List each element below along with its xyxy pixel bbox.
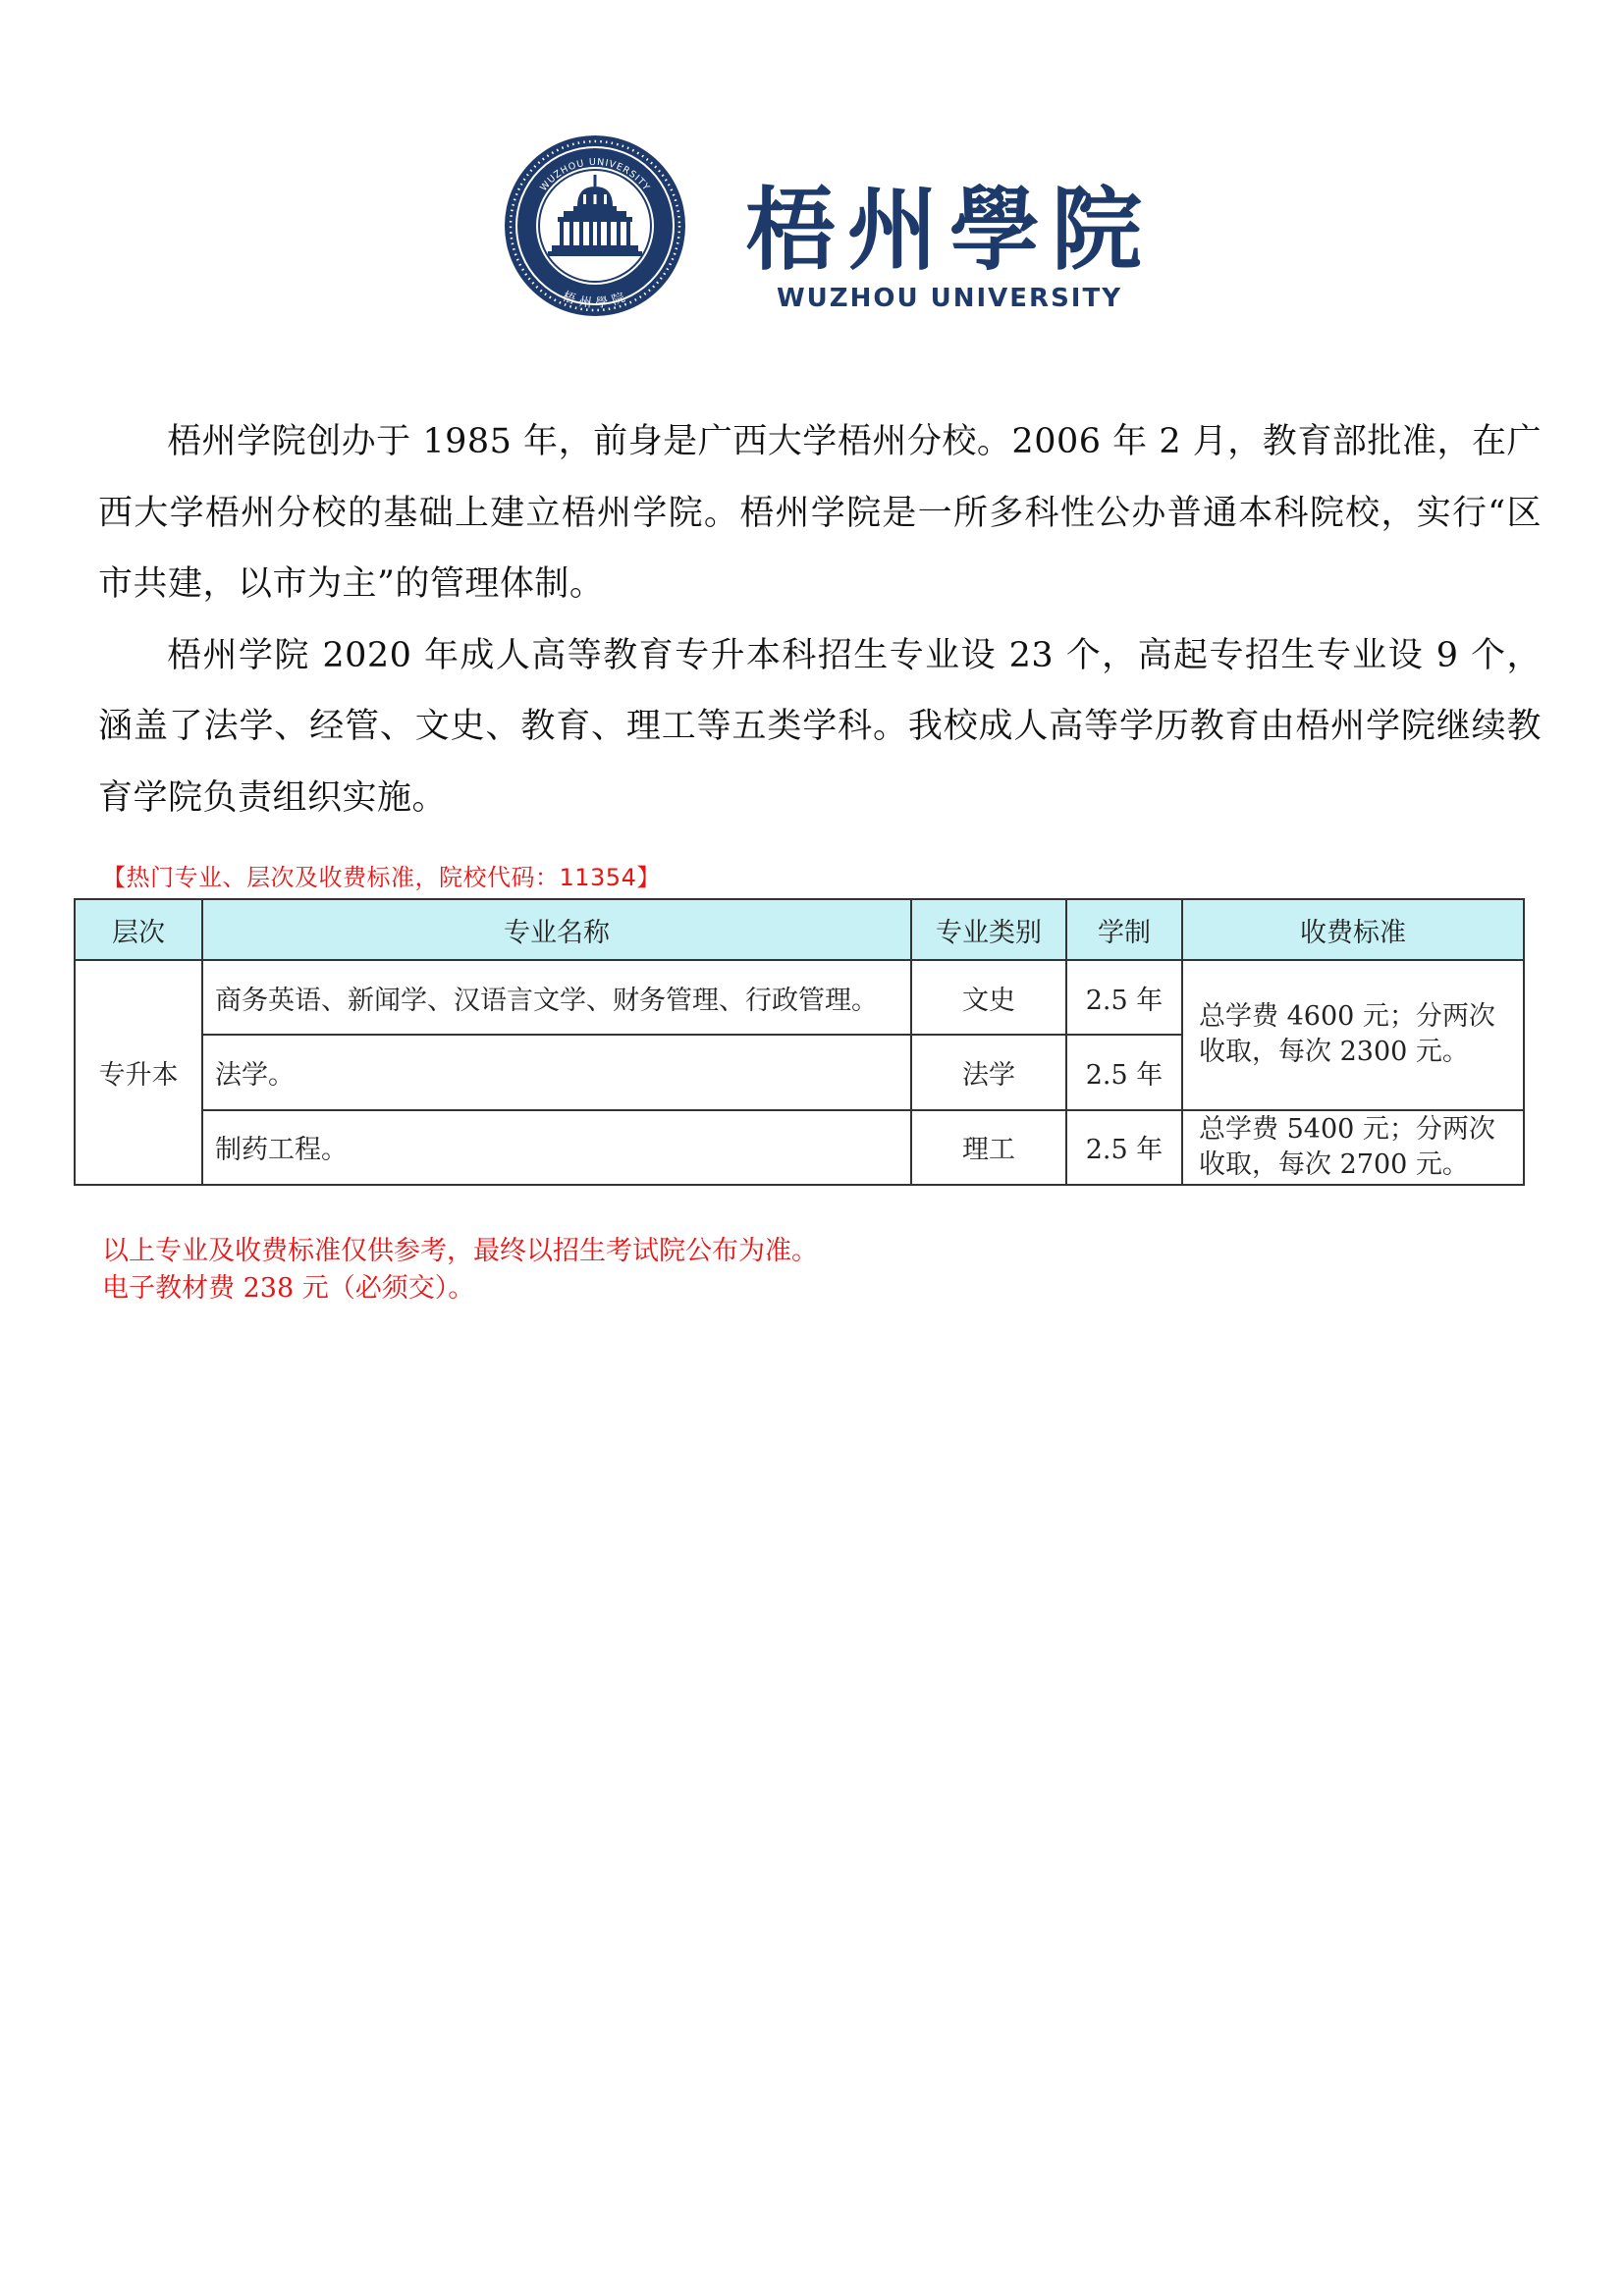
fee-cell: 总学费 5400 元；分两次收取，每次 2700 元。	[1182, 1110, 1524, 1185]
university-seal-logo	[501, 132, 689, 320]
duration-cell: 2.5 年	[1066, 1110, 1182, 1185]
fee-table	[74, 898, 1525, 1186]
category-cell: 法学	[911, 1035, 1066, 1109]
header-duration: 学制	[1066, 899, 1182, 960]
duration-cell: 2.5 年	[1066, 960, 1182, 1035]
table-row	[75, 960, 1524, 1035]
table-caption: 【热门专业、层次及收费标准，院校代码：11354】	[102, 864, 661, 891]
footnotes	[102, 1233, 818, 1308]
intro-paragraph-2: 梧州学院 2020 年成人高等教育专升本科招生专业设 23 个，高起专招生专业设 9 个，涵盖了法学、经管、文史、教育、理工等五类学科。我校成人高等学历教育由梧州学院继续教育学院负责组织实施。	[98, 635, 1542, 818]
intro-text	[98, 406, 1542, 833]
seal-ring-top-text: WUZHOU UNIVERSITY	[538, 156, 652, 194]
header-level: 层次	[75, 899, 202, 960]
major-cell: 商务英语、新闻学、汉语言文学、财务管理、行政管理。	[202, 960, 911, 1035]
major-cell: 法学。	[202, 1035, 911, 1109]
duration-cell: 2.5 年	[1066, 1035, 1182, 1109]
wordmark-english: WUZHOU UNIVERSITY	[776, 284, 1123, 313]
footnote-textbook-fee: 电子教材费 238 元（必须交）。	[102, 1273, 475, 1304]
level-cell: 专升本	[75, 960, 202, 1185]
intro-paragraph-1: 梧州学院创办于 1985 年，前身是广西大学梧州分校。2006 年 2 月，教育部批准，在广西大学梧州分校的基础上建立梧州学院。梧州学院是一所多科性公办普通本科院校，实行“区市共建，以市为主”的管理体制。	[98, 422, 1542, 604]
university-wordmark	[719, 171, 1180, 318]
university-header	[501, 132, 1188, 328]
seal-ring-bottom-text: 梧州學院	[560, 289, 630, 312]
category-cell: 文史	[911, 960, 1066, 1035]
header-category: 专业类别	[911, 899, 1066, 960]
fee-cell: 总学费 4600 元；分两次收取，每次 2300 元。	[1182, 960, 1524, 1110]
major-cell: 制药工程。	[202, 1110, 911, 1185]
category-cell: 理工	[911, 1110, 1066, 1185]
table-header-row	[75, 899, 1524, 960]
wordmark-chinese: 梧州學院	[744, 177, 1155, 283]
header-fee: 收费标准	[1182, 899, 1524, 960]
footnote-reference: 以上专业及收费标准仅供参考，最终以招生考试院公布为准。	[102, 1236, 818, 1266]
table-row	[75, 1110, 1524, 1185]
header-major: 专业名称	[202, 899, 911, 960]
